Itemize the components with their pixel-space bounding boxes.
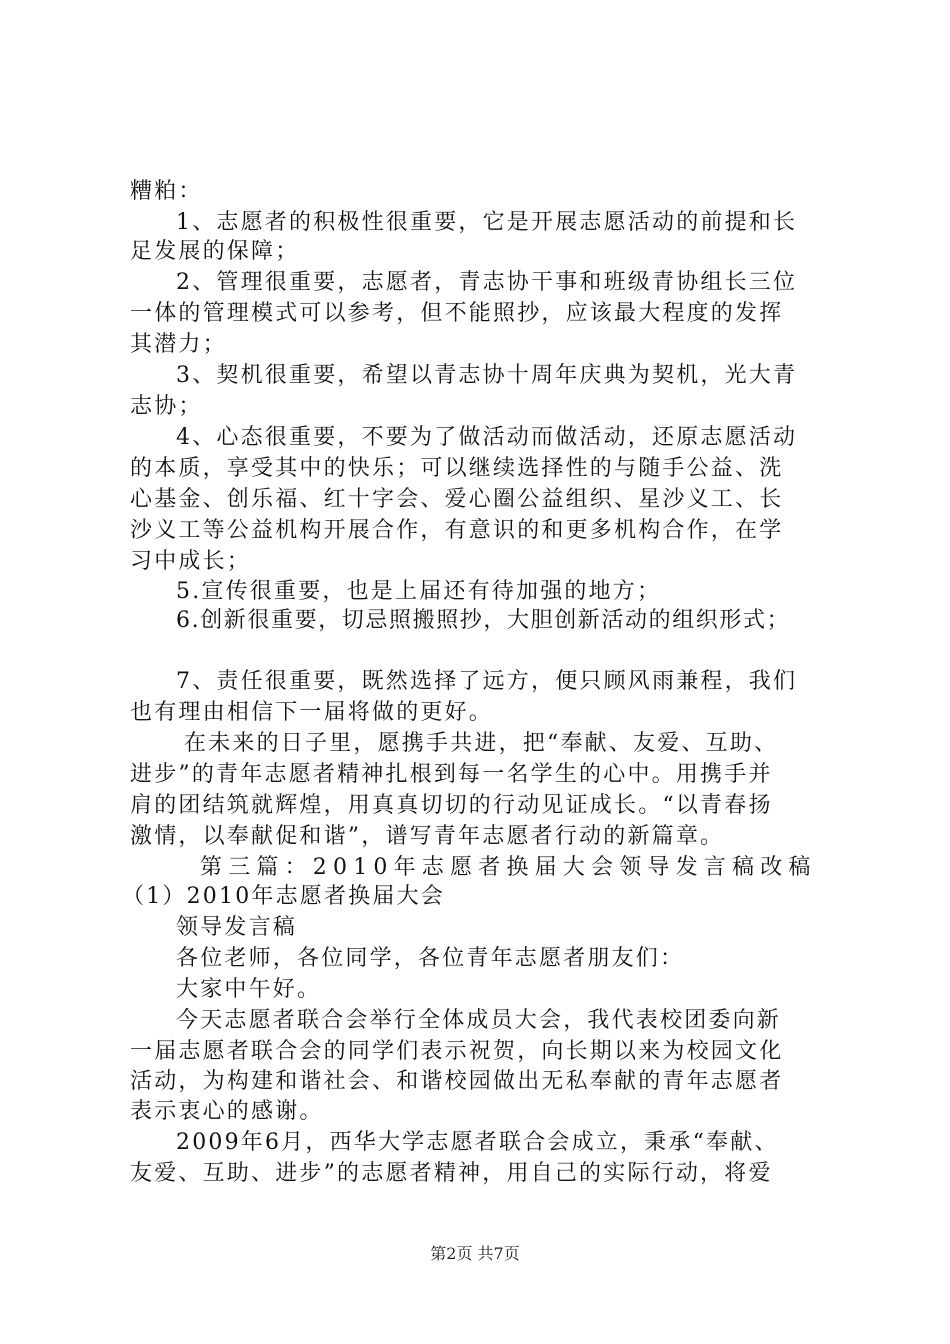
text-line: 2009年6月，西华大学志愿者联合会成立，秉承“奉献、 [176,1130,779,1155]
text-line: 的本质，享受其中的快乐；可以继续选择性的与随手公益、洗 [130,456,784,481]
text-line: 一体的管理模式可以参考，但不能照抄，应该最大程度的发挥 [130,301,784,326]
page-footer: 第2页 共7页 [430,1244,520,1263]
text-line: 糟粕： [130,179,203,204]
text-line: 习中成长； [130,549,252,574]
text-line: 心基金、创乐福、红十字会、爱心圈公益组织、星沙义工、长 [130,487,784,512]
text-line: 领导发言稿 [176,915,298,940]
text-line: 2、管理很重要，志愿者，青志协干事和班级青协组长三位 [176,270,798,295]
text-line: （1）2010年志愿者换届大会 [122,884,445,909]
text-line: 6.创新很重要，切忌照搬照抄，大胆创新活动的组织形式； [176,608,791,633]
text-line: 在未来的日子里，愿携手共进，把“奉献、友爱、互助、 [184,731,779,756]
text-line: 志协； [130,394,203,419]
text-line: 7、责任很重要，既然选择了远方，便只顾风雨兼程，我们 [176,669,798,694]
section-heading: 第三篇：2010年志愿者换届大会领导发言稿改稿 [200,855,817,880]
text-line: 肩的团结筑就辉煌，用真真切切的行动见证成长。“以青春扬 [130,793,773,818]
text-line: 进步”的青年志愿者精神扎根到每一名学生的心中。用携手并 [130,762,773,787]
text-line: 1、志愿者的积极性很重要，它是开展志愿活动的前提和长 [176,210,798,235]
text-line: 大家中午好。 [176,977,322,1002]
text-line: 沙义工等公益机构开展合作，有意识的和更多机构合作，在学 [130,518,784,543]
text-line: 激情，以奉献促和谐”，谱写青年志愿者行动的新篇章。 [130,824,725,849]
text-line: 也有理由相信下一届将做的更好。 [130,700,494,725]
text-line: 5.宣传很重要，也是上届还有待加强的地方； [176,579,662,604]
text-line: 3、契机很重要，希望以青志协十周年庆典为契机，光大青 [176,363,798,388]
text-line: 友爱、互助、进步”的志愿者精神，用自己的实际行动，将爱 [130,1161,773,1186]
text-line: 一届志愿者联合会的同学们表示祝贺，向长期以来为校园文化 [130,1039,784,1064]
text-line: 活动，为构建和谐社会、和谐校园做出无私奉献的青年志愿者 [130,1069,784,1094]
text-line: 各位老师，各位同学，各位青年志愿者朋友们： [176,946,685,971]
text-line: 其潜力； [130,332,227,357]
text-line: 今天志愿者联合会举行全体成员大会，我代表校团委向新 [176,1008,782,1033]
text-line: 足发展的保障； [130,239,300,264]
text-line: 表示衷心的感谢。 [130,1099,324,1124]
text-line: 4、心态很重要，不要为了做活动而做活动，还原志愿活动 [176,425,798,450]
